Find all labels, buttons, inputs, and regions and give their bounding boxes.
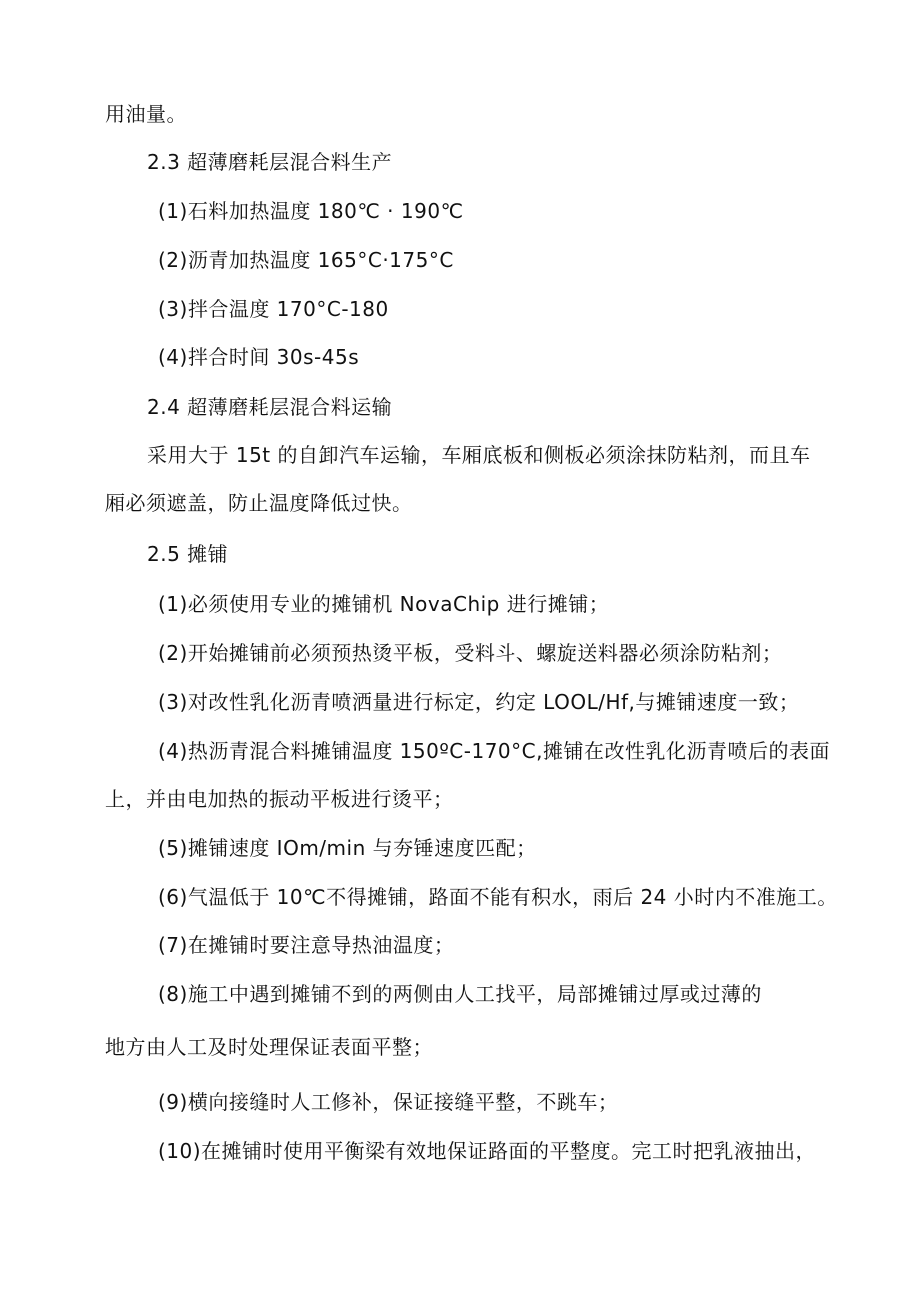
list-item: (8)施工中遇到摊铺不到的两侧由人工找平，局部摊铺过厚或过薄的 xyxy=(158,982,762,1006)
list-item: (10)在摊铺时使用平衡梁有效地保证路面的平整度。完工时把乳液抽出， xyxy=(158,1139,817,1163)
text-line: 厢必须遮盖，防止温度降低过快。 xyxy=(105,491,413,515)
list-item: (7)在摊铺时要注意导热油温度； xyxy=(158,933,455,957)
section-heading: 2.3 超薄磨耗层混合料生产 xyxy=(147,150,393,174)
text-line: 上，并由电加热的振动平板进行烫平； xyxy=(105,787,454,811)
list-item: (3)对改性乳化沥青喷洒量进行标定，约定 LOOL/Hf,与摊铺速度一致； xyxy=(158,690,800,714)
list-item: (2)开始摊铺前必须预热烫平板，受料斗、螺旋送料器必须涂防粘剂； xyxy=(158,641,783,665)
list-item: (5)摊铺速度 IOm/min 与夯锤速度匹配； xyxy=(158,836,537,860)
text-line: 用油量。 xyxy=(105,102,187,126)
text-line: 采用大于 15t 的自卸汽车运输，车厢底板和侧板必须涂抹防粘剂，而且车 xyxy=(147,443,811,467)
text-line: 地方由人工及时处理保证表面平整； xyxy=(105,1035,433,1059)
list-item: (3)拌合温度 170°C-180 xyxy=(158,297,389,321)
list-item: (4)拌合时间 30s-45s xyxy=(158,345,360,369)
list-item: (6)气温低于 10℃不得摊铺，路面不能有积水，雨后 24 小时内不准施工。 xyxy=(158,885,838,909)
list-item: (9)横向接缝时人工修补，保证接缝平整，不跳车； xyxy=(158,1090,619,1114)
section-heading: 2.5 摊铺 xyxy=(147,542,229,566)
list-item: (1)石料加热温度 180℃ · 190℃ xyxy=(158,199,464,223)
list-item: (2)沥青加热温度 165°C·175°C xyxy=(158,248,454,272)
section-heading: 2.4 超薄磨耗层混合料运输 xyxy=(147,395,393,419)
list-item: (1)必须使用专业的摊铺机 NovaChip 进行摊铺； xyxy=(158,592,610,616)
list-item: (4)热沥青混合料摊铺温度 150ºC-170°C,摊铺在改性乳化沥青喷后的表面 xyxy=(158,739,830,763)
